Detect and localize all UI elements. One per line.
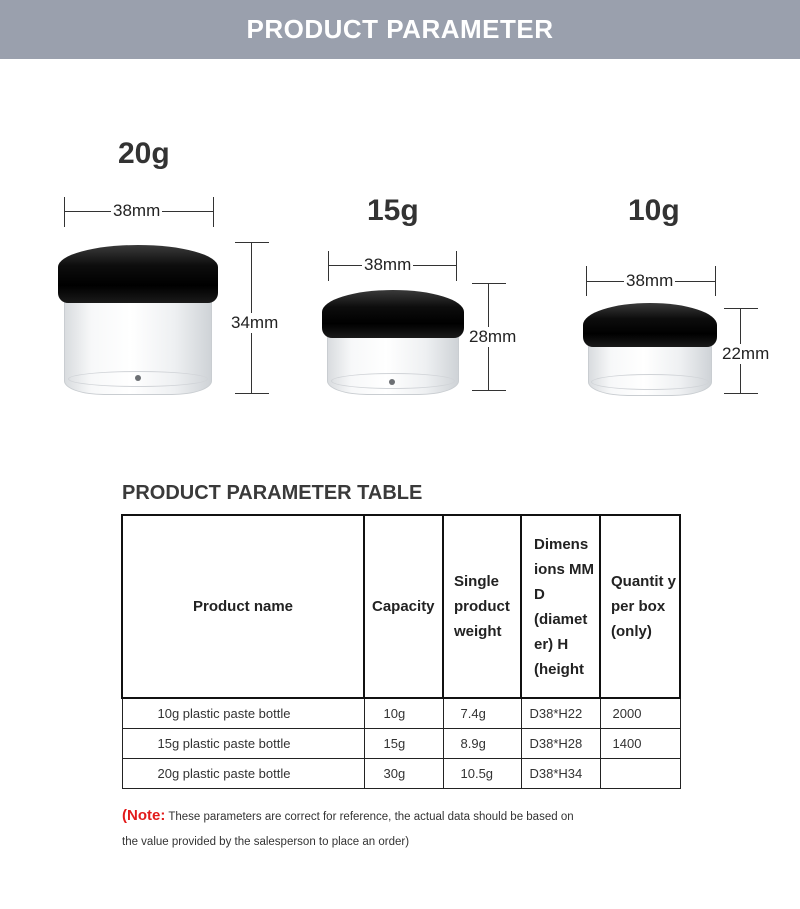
jar-20g-image [58,245,218,395]
jar-10g-image [583,303,717,396]
width-dimension-15g: 38mm [364,255,412,274]
height-dimension-20g: 34mm [231,313,279,332]
note-label: Note: [127,807,166,824]
width-tick-right [456,251,457,281]
note-text: These parameters are correct for reference, the actual data should be based on the value provided by the salesperson to place an order) [122,811,574,848]
page-title: PRODUCT PARAMETER [246,14,554,44]
header-quantity: Quantit y per box (only) [600,515,680,698]
product-weight-10g: 10g [628,194,680,227]
note-open-paren: ( [122,807,127,824]
cell-dimensions: D38*H34 [521,759,600,789]
cell-weight: 7.4g [443,698,521,729]
cell-product-name: 20g plastic paste bottle [122,759,364,789]
width-tick-left [328,251,329,281]
height-dimension-10g: 22mm [722,344,770,363]
disclaimer-note [122,803,582,855]
table-row [122,729,680,759]
width-tick-right [213,197,214,227]
cell-quantity: 2000 [600,698,680,729]
product-weight-20g: 20g [118,137,170,170]
width-tick-left [64,197,65,227]
cell-quantity: 1400 [600,729,680,759]
header-banner [0,0,800,59]
cell-capacity: 30g [364,759,443,789]
height-tick-bottom [235,393,269,394]
width-dimension-20g: 38mm [113,201,161,220]
header-capacity: Capacity [364,515,443,698]
cell-weight: 8.9g [443,729,521,759]
header-dimensions: Dimens ions MM D (diamet er) H (height [521,515,600,698]
table-header-row [122,515,680,698]
product-weight-15g: 15g [367,194,419,227]
cell-dimensions: D38*H28 [521,729,600,759]
width-dimension-10g: 38mm [626,271,674,290]
table-heading: PRODUCT PARAMETER TABLE [122,482,423,504]
height-tick-top [472,283,506,284]
height-tick-top [724,308,758,309]
height-tick-bottom [472,390,506,391]
cell-product-name: 15g plastic paste bottle [122,729,364,759]
cell-product-name: 10g plastic paste bottle [122,698,364,729]
cell-dimensions: D38*H22 [521,698,600,729]
cell-capacity: 15g [364,729,443,759]
height-dimension-15g: 28mm [469,327,517,346]
header-weight: Single product weight [443,515,521,698]
cell-quantity [600,759,680,789]
height-tick-top [235,242,269,243]
height-tick-bottom [724,393,758,394]
cell-weight: 10.5g [443,759,521,789]
jar-15g-image [322,290,464,395]
cell-capacity: 10g [364,698,443,729]
table-row [122,698,680,729]
table-row [122,759,680,789]
parameter-table [121,514,681,789]
header-product-name: Product name [122,515,364,698]
